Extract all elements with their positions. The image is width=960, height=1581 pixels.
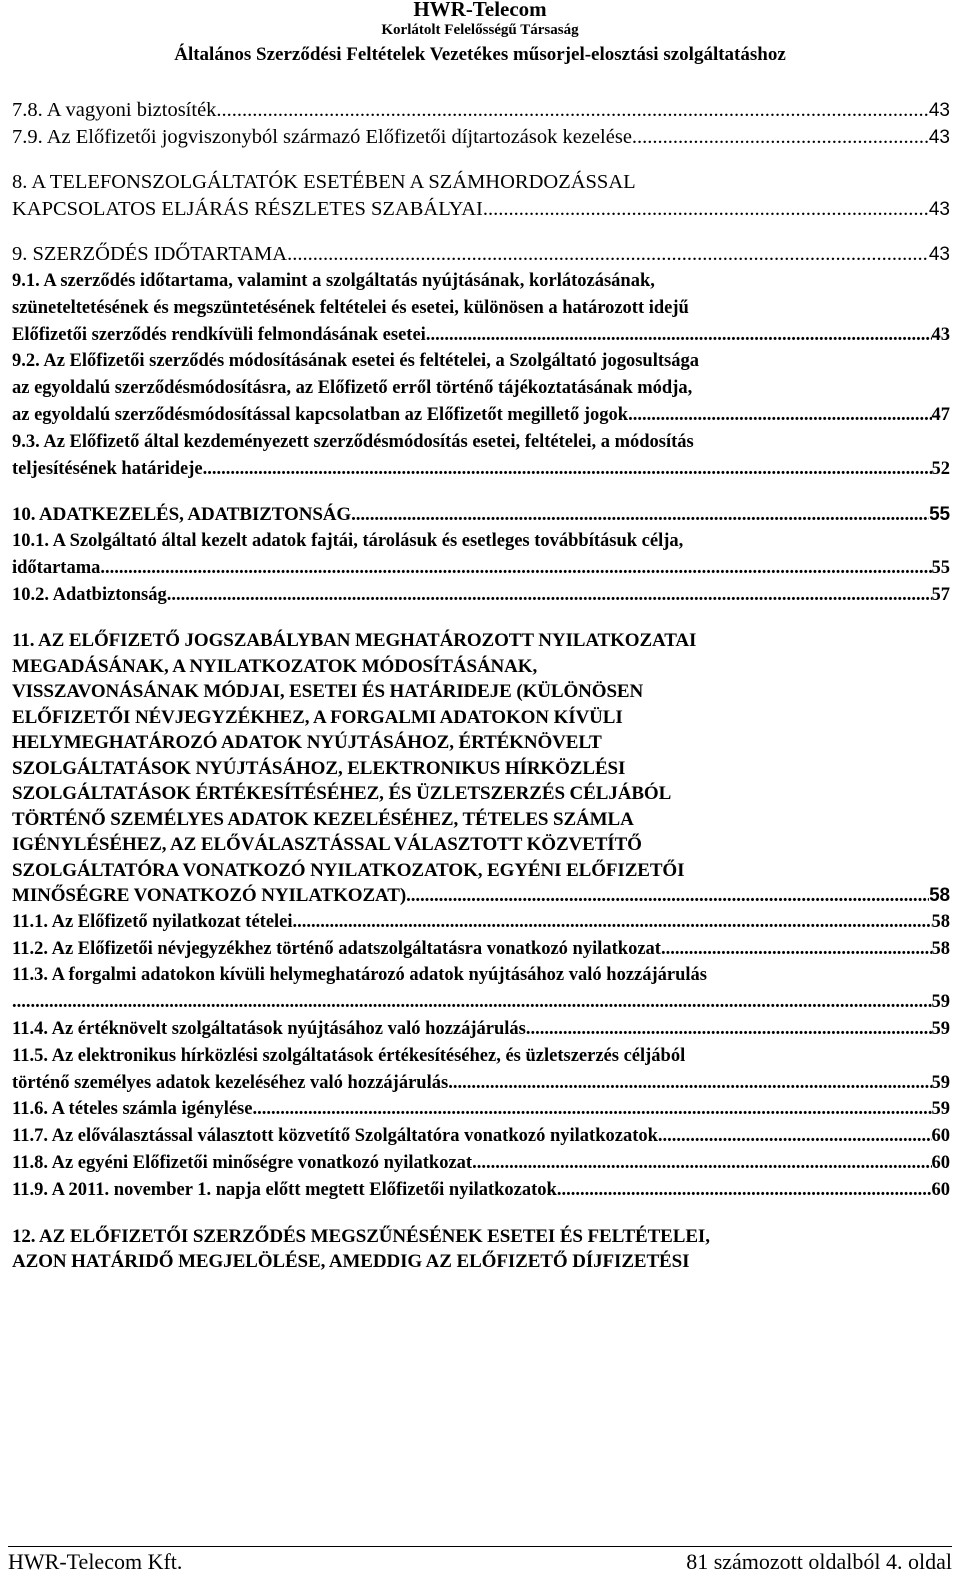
toc-entry-line: 11.3. A forgalmi adatokon kívüli helymeghatározó adatok nyújtásához való hozzájárulás: [12, 965, 707, 986]
toc-entry-line: 9.1. A szerződés időtartama, valamint a szolgáltatás nyújtásának, korlátozásának,: [12, 271, 655, 292]
toc-entry-line: 10.1. A Szolgáltató által kezelt adatok fajtái, tárolásuk és esetleges továbbításuk célja,: [12, 530, 684, 551]
toc-entry-last-line: [12, 989, 950, 1016]
toc-entry-text: MINŐSÉGRE VONATKOZÓ NYILATKOZAT): [12, 885, 407, 907]
dot-leader: [526, 1016, 932, 1043]
toc-entry-line: 12. AZ ELŐFIZETŐI SZERZŐDÉS MEGSZŰNÉSÉNEK ESETEI ÉS FELTÉTELEI,: [12, 1225, 710, 1247]
toc-entry-last-line: [12, 97, 950, 124]
toc-entry-line: az egyoldalú szerződésmódosításra, az Előfizető erről történő tájékoztatásának módja,: [12, 378, 693, 399]
dot-leader: [406, 883, 929, 909]
toc-entry[interactable]: [12, 1123, 950, 1150]
dot-leader: [472, 1150, 931, 1177]
toc-entry[interactable]: [12, 909, 950, 936]
toc-entry-line: HELYMEGHATÁROZÓ ADATOK NYÚJTÁSÁHOZ, ÉRTÉKNÖVELT: [12, 732, 602, 754]
toc-entry-last-line: [12, 936, 950, 963]
toc-entry-line: 9.2. Az Előfizetői szerződés módosításának esetei és feltételei, a Szolgáltató jogosultsága: [12, 351, 699, 372]
dot-leader: [167, 582, 932, 609]
toc-entry-text: 11.9. A 2011. november 1. napja előtt megtett Előfizetői nyilatkozatok: [12, 1179, 557, 1200]
toc-entry-last-line: [12, 241, 950, 268]
toc-entry[interactable]: [12, 582, 950, 609]
toc-entry[interactable]: [12, 1043, 950, 1097]
toc-entry[interactable]: [12, 1177, 950, 1204]
toc-page-number: 43: [928, 127, 950, 149]
dot-leader: [483, 196, 929, 223]
toc-entry-text: 11.8. Az egyéni Előfizetői minőségre vonatkozó nyilatkozat: [12, 1152, 473, 1173]
toc-entry-last-line: [12, 909, 950, 936]
toc-page-number: 47: [931, 405, 950, 426]
dot-leader: [100, 555, 931, 582]
toc-entry-line: SZOLGÁLTATÁSOK NYÚJTÁSÁHOZ, ELEKTRONIKUS HÍRKÖZLÉSI: [12, 757, 626, 779]
toc-entry-last-line: [12, 883, 950, 909]
toc-entry-text: 7.9. Az Előfizetői jogviszonyból származó Előfizetői díjtartozások kezelése: [12, 126, 632, 149]
footer-page-count: 81 számozott oldalból 4. oldal: [686, 1549, 952, 1574]
toc-page-number: 59: [931, 1099, 950, 1120]
toc-entry-line: AZON HATÁRIDŐ MEGJELÖLÉSE, AMEDDIG AZ ELŐFIZETŐ DÍJFIZETÉSI: [12, 1251, 690, 1273]
dot-leader: [632, 124, 929, 151]
toc-entry-text: 11.2. Az Előfizetői névjegyzékhez történő adatszolgáltatásra vonatkozó nyilatkozat: [12, 938, 661, 959]
toc-entry-last-line: [12, 1070, 950, 1097]
toc-page-number: 59: [931, 992, 950, 1013]
toc-entry-text: Előfizetői szerződés rendkívüli felmondásának esetei: [12, 324, 426, 345]
toc-entry[interactable]: [12, 241, 950, 268]
toc-entry[interactable]: [12, 124, 950, 151]
toc-page-number: 59: [931, 1018, 950, 1039]
page-header: [0, 0, 960, 70]
dot-leader: [661, 936, 932, 963]
toc-page-number: 43: [928, 243, 950, 265]
toc-page-number: 52: [931, 458, 950, 479]
toc-entry-line: SZOLGÁLTATÓRA VONATKOZÓ NYILATKOZATOK, EGYÉNI ELŐFIZETŐI: [12, 859, 685, 881]
toc-entry-last-line: [12, 555, 950, 582]
toc-entry-last-line: [12, 1177, 950, 1204]
toc-entry[interactable]: [12, 97, 950, 124]
toc-entry[interactable]: [12, 1016, 950, 1043]
toc-entry-last-line: [12, 582, 950, 609]
toc-entry[interactable]: [12, 169, 950, 224]
toc-entry[interactable]: [12, 528, 950, 582]
toc-entry-text: az egyoldalú szerződésmódosítással kapcsolatban az Előfizetőt megillető jogok: [12, 405, 629, 426]
toc-entry-last-line: [12, 1096, 950, 1123]
toc-entry[interactable]: [12, 1224, 950, 1275]
toc-entry-last-line: [12, 124, 950, 151]
toc-entry-last-line: [12, 1123, 950, 1150]
section-gap: [0, 224, 960, 241]
toc-entry-last-line: [12, 402, 950, 429]
toc-entry[interactable]: [12, 348, 950, 428]
toc-entry-line: IGÉNYLÉSÉHEZ, AZ ELŐVÁLASZTÁSSAL VÁLASZTOTT KÖZVETÍTŐ: [12, 834, 642, 856]
toc-entry-line: 9.3. Az Előfizető által kezdeményezett szerződésmódosítás esetei, feltételei, a módosítás: [12, 431, 694, 452]
toc-entry-text: 10.2. Adatbiztonság: [12, 584, 167, 605]
toc-page-number: 58: [931, 911, 950, 932]
toc-page-number: 60: [931, 1152, 950, 1173]
toc-entry-text: 10. ADATKEZELÉS, ADATBIZTONSÁG: [12, 504, 352, 526]
toc-entry-text: 11.1. Az Előfizető nyilatkozat tételei: [12, 911, 293, 932]
dot-leader: [12, 989, 932, 1016]
document-title: Általános Szerződési Feltételek Vezetékes műsorjel-elosztási szolgáltatáshoz: [174, 44, 786, 65]
toc-page-number: 58: [929, 885, 950, 907]
toc-page-number: 57: [931, 584, 950, 605]
toc-entry-last-line: [12, 502, 950, 528]
dot-leader: [293, 909, 932, 936]
toc-entry-line: 11.5. Az elektronikus hírközlési szolgáltatások értékesítéséhez, és üzletszerzés céljából: [12, 1045, 686, 1066]
section-gap: [0, 482, 960, 502]
toc-entry-line: szüneteltetésének és megszüntetésének feltételei és esetei, különösen a határozott idejű: [12, 297, 689, 318]
toc-entry[interactable]: [12, 502, 950, 528]
toc-page-number: 59: [931, 1072, 950, 1093]
toc-entry[interactable]: [12, 429, 950, 483]
toc-page-number: 43: [928, 199, 950, 221]
toc-entry-line: SZOLGÁLTATÁSOK ÉRTÉKESÍTÉSÉHEZ, ÉS ÜZLETSZERZÉS CÉLJÁBÓL: [12, 783, 672, 805]
toc-page-number: 60: [931, 1126, 950, 1147]
toc-entry[interactable]: [12, 1096, 950, 1123]
table-of-contents: [0, 97, 960, 1275]
toc-page-number: 60: [931, 1179, 950, 1200]
toc-entry[interactable]: [12, 962, 950, 1016]
toc-entry-text: 11.7. Az előválasztással választott közvetítő Szolgáltatóra vonatkozó nyilatkozatok: [12, 1126, 658, 1147]
toc-entry-text: 11.4. Az értéknövelt szolgáltatások nyújtásához való hozzájárulás: [12, 1018, 526, 1039]
toc-entry-last-line: [12, 456, 950, 483]
toc-entry[interactable]: [12, 936, 950, 963]
toc-entry[interactable]: [12, 268, 950, 348]
toc-entry[interactable]: [12, 1150, 950, 1177]
toc-entry-last-line: [12, 1150, 950, 1177]
company-name: HWR-Telecom: [413, 0, 547, 21]
dot-leader: [658, 1123, 932, 1150]
toc-entry-text: 11.6. A tételes számla igénylése: [12, 1099, 253, 1120]
toc-entry-line: VISSZAVONÁSÁNAK MÓDJAI, ESETEI ÉS HATÁRIDEJE (KÜLÖNÖSEN: [12, 681, 644, 703]
toc-entry-text: történő személyes adatok kezeléséhez való hozzájárulás: [12, 1072, 449, 1093]
toc-page-number: 43: [931, 324, 950, 345]
toc-entry-text: teljesítésének határideje: [12, 458, 203, 479]
toc-page-number: 58: [931, 938, 950, 959]
dot-leader: [216, 97, 928, 124]
toc-entry-line: TÖRTÉNŐ SZEMÉLYES ADATOK KEZELÉSÉHEZ, TÉTELES SZÁMLA: [12, 808, 634, 830]
section-gap: [0, 152, 960, 169]
toc-entry-last-line: [12, 1016, 950, 1043]
dot-leader: [426, 322, 932, 349]
toc-entry-line: MEGADÁSÁNAK, A NYILATKOZATOK MÓDOSÍTÁSÁNAK,: [12, 655, 538, 677]
toc-entry-text: időtartama: [12, 557, 101, 578]
dot-leader: [351, 502, 929, 528]
dot-leader: [628, 402, 931, 429]
toc-entry-line: ELŐFIZETŐI NÉVJEGYZÉKHEZ, A FORGALMI ADATOKON KÍVÜLI: [12, 706, 623, 728]
dot-leader: [252, 1096, 931, 1123]
toc-page-number: 43: [928, 100, 950, 121]
page-footer: [8, 1546, 952, 1575]
toc-entry-text: 9. SZERZŐDÉS IDŐTARTAMA: [12, 242, 288, 265]
toc-page-number: 55: [931, 557, 950, 578]
toc-entry-last-line: [12, 322, 950, 349]
toc-entry-text: 7.8. A vagyoni biztosíték: [12, 99, 217, 121]
toc-entry-last-line: [12, 196, 950, 223]
section-gap: [0, 608, 960, 628]
dot-leader: [448, 1070, 931, 1097]
toc-entry[interactable]: [12, 628, 950, 909]
dot-leader: [203, 456, 932, 483]
toc-entry-line: 8. A TELEFONSZOLGÁLTATÓK ESETÉBEN A SZÁMHORDOZÁSSAL: [12, 170, 636, 193]
toc-entry-line: 11. AZ ELŐFIZETŐ JOGSZABÁLYBAN MEGHATÁROZOTT NYILATKOZATAI: [12, 630, 697, 652]
company-form: Korlátolt Felelősségű Társaság: [381, 22, 579, 38]
dot-leader: [557, 1177, 932, 1204]
section-gap: [0, 1204, 960, 1224]
toc-page-number: 55: [929, 504, 950, 526]
footer-company: HWR-Telecom Kft.: [8, 1549, 183, 1574]
dot-leader: [287, 241, 929, 268]
toc-entry-text: KAPCSOLATOS ELJÁRÁS RÉSZLETES SZABÁLYAI: [12, 198, 483, 221]
